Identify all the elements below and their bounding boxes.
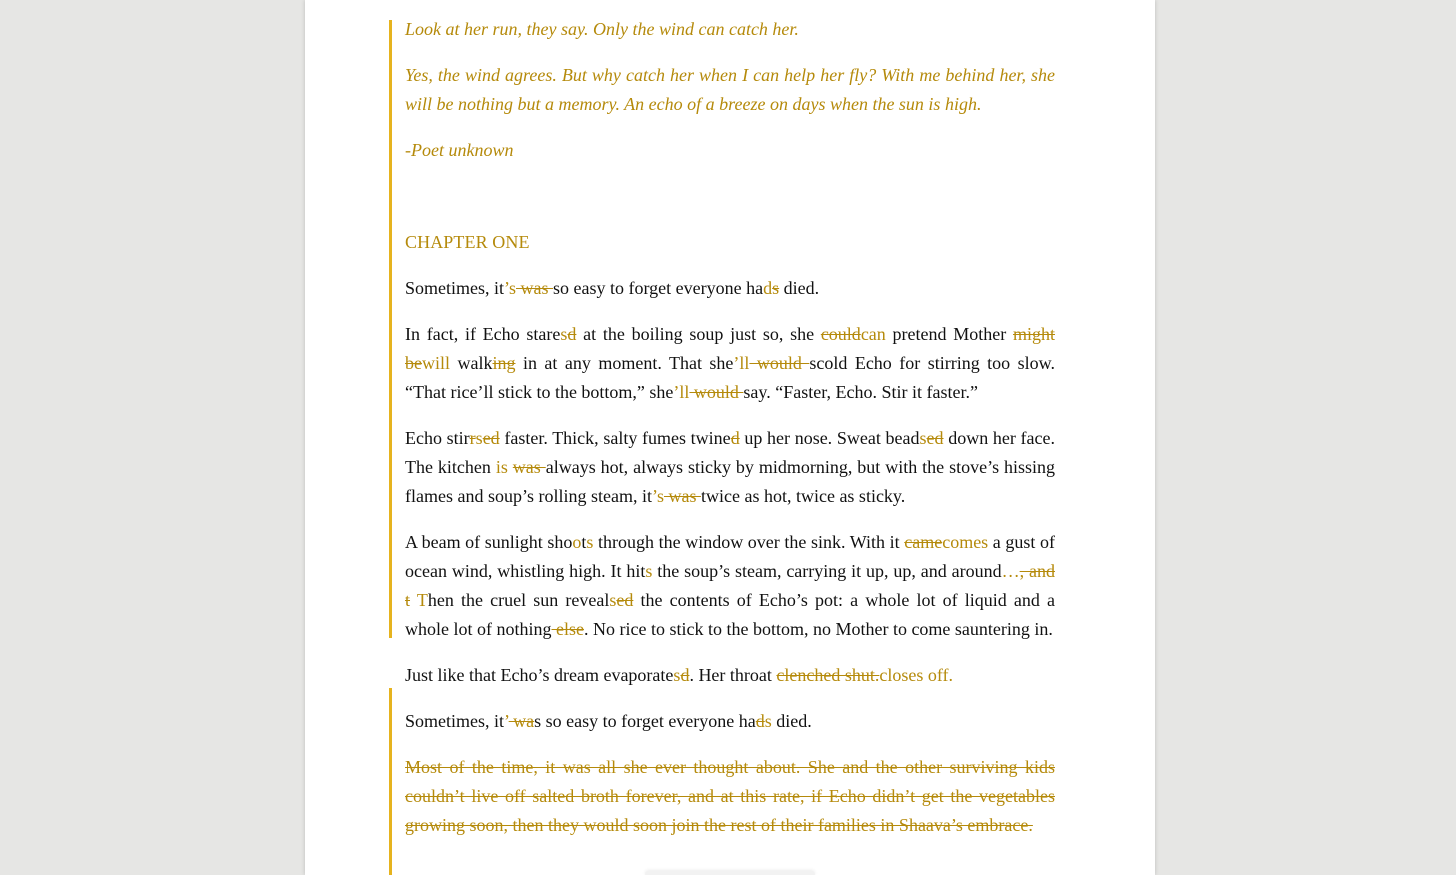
original-text: always hot, always sticky by midmorning, but with the stove’s hissing flames and soup’s rolling steam, it xyxy=(405,457,1056,506)
inserted-text: s xyxy=(764,711,772,731)
change-bar xyxy=(389,688,392,875)
original-text: died. xyxy=(779,278,820,298)
original-text: . No rice to stick to the bottom, no Mother to come sauntering in. xyxy=(583,619,1053,639)
inserted-text: ’ll xyxy=(673,382,690,402)
inserted-text: T xyxy=(410,590,428,610)
deleted-text: ed xyxy=(926,428,944,448)
deleted-text: could xyxy=(820,324,861,344)
deleted-text: d xyxy=(755,711,765,731)
original-text: walk xyxy=(450,353,493,373)
inserted-text: ’s xyxy=(651,486,664,506)
deleted-text: was xyxy=(516,278,554,298)
body-paragraph[interactable] xyxy=(405,424,1055,511)
deleted-text: r xyxy=(469,428,476,448)
original-text: . Her throat xyxy=(689,665,777,685)
inserted-text: ’s xyxy=(504,278,517,298)
inserted-text: Yes, the wind agrees. But why catch her when I can help her fly? With me behind her, she will be nothing but a memory. An echo of a breeze on days when the sun is high. xyxy=(405,65,1055,114)
original-text: Sometimes, it xyxy=(405,278,504,298)
document-page[interactable] xyxy=(305,0,1155,875)
body-paragraph[interactable] xyxy=(405,661,1055,690)
deleted-text: else xyxy=(551,619,584,639)
inserted-text: s xyxy=(475,428,483,448)
original-text: Sometimes, it xyxy=(405,711,504,731)
inserted-text: is xyxy=(495,457,508,477)
epigraph-paragraph[interactable] xyxy=(405,15,1055,44)
deleted-text: might be xyxy=(405,324,1055,373)
original-text: Echo stir xyxy=(405,428,470,448)
deleted-text: s xyxy=(772,278,780,298)
empty-paragraph[interactable] xyxy=(405,182,1055,211)
original-text: at the boiling soup just so, she xyxy=(576,324,821,344)
body-paragraph[interactable] xyxy=(405,707,1055,736)
inserted-text: s xyxy=(919,428,927,448)
inserted-text: ’ xyxy=(504,711,509,731)
original-text: t xyxy=(581,532,587,552)
deleted-text: came xyxy=(904,532,943,552)
deleted-text: wa xyxy=(508,711,535,731)
original-text: Just like that Echo’s dream evaporate xyxy=(405,665,674,685)
original-text: down her face. The kitchen xyxy=(405,428,1055,477)
scroll-indicator[interactable] xyxy=(645,871,815,875)
body-paragraph[interactable] xyxy=(405,320,1055,407)
original-text: faster. Thick, salty fumes twine xyxy=(499,428,731,448)
original-text: died. xyxy=(771,711,812,731)
body-paragraph[interactable] xyxy=(405,274,1055,303)
original-text: say. “Faster, Echo. Stir it faster.” xyxy=(743,382,978,402)
inserted-text: s xyxy=(609,590,617,610)
inserted-text: s xyxy=(673,665,681,685)
original-text: so easy to forget everyone ha xyxy=(553,278,764,298)
original-text: up her nose. Sweat bead xyxy=(739,428,920,448)
original-text: the contents of Echo’s pot: a whole lot of liquid and a whole lot of nothing xyxy=(405,590,1056,639)
change-bar xyxy=(389,20,392,638)
inserted-text: s xyxy=(586,532,594,552)
epigraph-paragraph[interactable] xyxy=(405,61,1055,119)
body-paragraph[interactable] xyxy=(405,753,1055,840)
original-text: s so easy to forget everyone ha xyxy=(534,711,756,731)
original-text: twice as hot, twice as sticky. xyxy=(700,486,906,506)
chapter-heading[interactable] xyxy=(405,228,1055,257)
deleted-text: ing xyxy=(492,353,516,373)
original-text: In fact, if Echo stare xyxy=(405,324,561,344)
original-text: through the window over the sink. With it xyxy=(593,532,905,552)
deleted-text: Most of the time, it was all she ever thought about. She and the other surviving kids couldn’t live off salted broth forever, and at this rate, if Echo didn’t get the vegetables growing soon, then they would soon join the rest of their families in Shaava’s embrace. xyxy=(405,757,1055,835)
original-text: A beam of sunlight sho xyxy=(405,532,573,552)
deleted-text: d xyxy=(730,428,740,448)
original-text: hen the cruel sun reveal xyxy=(427,590,610,610)
inserted-text: ’ll xyxy=(733,353,750,373)
inserted-text: s xyxy=(645,561,653,581)
body-paragraph[interactable] xyxy=(405,528,1055,644)
deleted-text: ed xyxy=(616,590,634,610)
inserted-text: closes off. xyxy=(879,665,954,685)
inserted-text: will xyxy=(422,353,451,373)
inserted-text: -Poet unknown xyxy=(405,140,514,160)
deleted-text: d xyxy=(680,665,690,685)
deleted-text: , and t xyxy=(405,561,1055,610)
inserted-text: Look at her run, they say. Only the wind can catch her. xyxy=(405,19,799,39)
deleted-text: ed xyxy=(482,428,500,448)
original-text: pretend Mother xyxy=(885,324,1013,344)
inserted-text: comes xyxy=(942,532,989,552)
inserted-text: … xyxy=(1001,561,1020,581)
original-text: the soup’s steam, carrying it up, up, and around xyxy=(652,561,1002,581)
inserted-text: s xyxy=(560,324,568,344)
deleted-text: would xyxy=(749,353,810,373)
deleted-text: clenched shut. xyxy=(776,665,880,685)
deleted-text: was xyxy=(663,486,701,506)
inserted-text: d xyxy=(763,278,773,298)
original-text: scold Echo for stirring too slow. “That rice’ll stick to the bottom,” she xyxy=(405,353,1055,402)
inserted-text: CHAPTER ONE xyxy=(405,232,530,252)
inserted-text: o xyxy=(572,532,582,552)
original-text: a gust of ocean wind, whistling high. It hit xyxy=(405,532,1055,581)
deleted-text: d xyxy=(567,324,577,344)
document-body[interactable] xyxy=(405,15,1055,857)
deleted-text: was xyxy=(512,457,546,477)
original-text: in at any moment. That she xyxy=(515,353,734,373)
deleted-text: would xyxy=(689,382,744,402)
inserted-text: can xyxy=(860,324,886,344)
epigraph-paragraph[interactable] xyxy=(405,136,1055,165)
